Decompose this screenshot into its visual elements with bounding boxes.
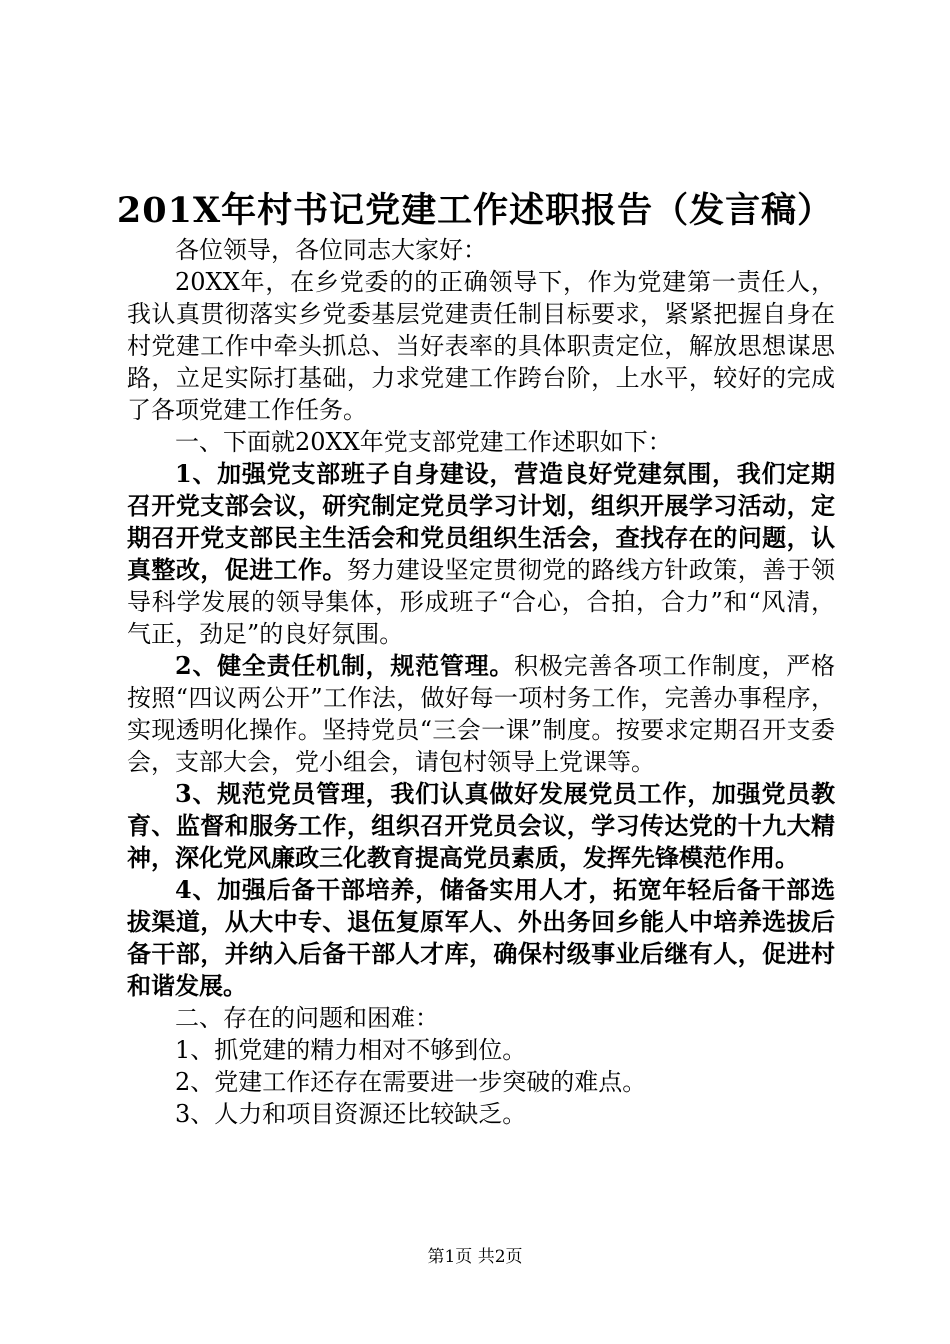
section-two-heading: 二、存在的问题和困难： xyxy=(175,1004,439,1032)
item-2-normal-text: 积极完善各项工作制度，严格按照“四议两公开”工作法，做好每一项村务工作，完善办事程序，实现透明化操作。坚持党员“三会一课”制度。按要求定期召开支委会，支部大会，党小组会，请包村领导上党课等。 xyxy=(127,652,835,776)
item-3-paragraph: 3、规范党员管理，我们认真做好发展党员工作，加强党员教育、监督和服务工作，组织召开党员会议，学习传达党的十九大精神，深化党风廉政三化教育提高党员素质，发挥先锋模范作用。 xyxy=(127,779,835,872)
item-4-paragraph: 4、加强后备干部培养，储备实用人才，拓宽年轻后备干部选拔渠道，从大中专、退伍复原军人、外出务回乡能人中培养选拔后备干部，并纳入后备干部人才库，确保村级事业后继有人，促进村和谐发展。 xyxy=(127,875,835,1000)
section-one-heading: 一、下面就20XX年党支部党建工作述职如下： xyxy=(175,428,672,456)
item-2-bold-text: 2、健全责任机制，规范管理。 xyxy=(175,651,515,680)
problem-3-paragraph: 3、人力和项目资源还比较缺乏。 xyxy=(175,1100,527,1128)
intro-paragraph: 20XX年，在乡党委的的正确领导下，作为党建第一责任人，我认真贯彻落实乡党委基层党建责任制目标要求，紧紧把握自身在村党建工作中牵头抓总、当好表率的具体职责定位，解放思想谋思路，立足实际打基础，力求党建工作跨台阶，上水平，较好的完成了各项党建工作任务。 xyxy=(127,268,835,424)
problem-2-paragraph: 2、党建工作还存在需要进一步突破的难点。 xyxy=(175,1068,647,1096)
item-2-paragraph xyxy=(127,650,835,778)
greeting-paragraph: 各位领导，各位同志大家好： xyxy=(175,236,487,264)
document-body xyxy=(127,234,835,1130)
item-1-paragraph xyxy=(127,458,835,650)
page-number-footer: 第1页 共2页 xyxy=(427,1247,523,1267)
document-title: 201X年村书记党建工作述职报告（发言稿） xyxy=(116,190,834,231)
item-1-normal-text: 努力建设坚定贯彻党的路线方针政策，善于领导科学发展的领导集体，形成班子“合心，合拍，合力”和“风清，气正，劲足”的良好氛围。 xyxy=(127,556,836,648)
problem-1-paragraph: 1、抓党建的精力相对不够到位。 xyxy=(175,1036,527,1064)
item-1-bold-text: 1、加强党支部班子自身建设，营造良好党建氛围，我们定期召开党支部会议，研究制定党员学习计划，组织开展学习活动，定期召开党支部民主生活会和党员组织生活会，查找存在的问题，认真整改，促进工作。 xyxy=(127,459,835,584)
